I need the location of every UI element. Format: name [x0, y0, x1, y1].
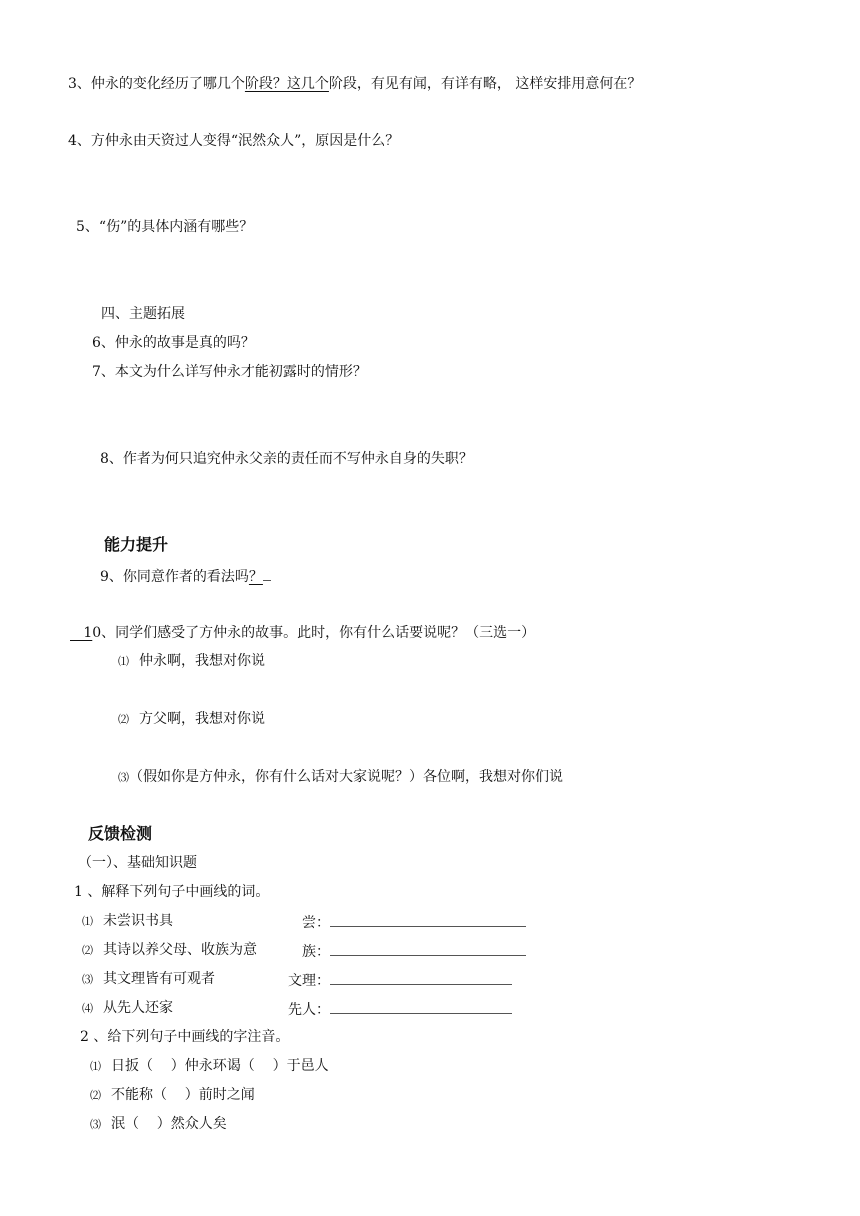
option-item — [118, 652, 265, 671]
question-7: 7、本文为什么详写仲永才能初露时的情形？ — [92, 364, 367, 380]
item-number: ⑶ — [82, 973, 93, 986]
question-5: 5、“伤”的具体内涵有哪些？ — [76, 219, 254, 235]
item-sentence: 其文理皆有可观者 — [103, 971, 215, 987]
exercise-1-item — [82, 970, 215, 989]
item-number: ⑴ — [82, 915, 93, 928]
question-3-text-a: 3、仲永的变化经历了哪几个 — [68, 76, 245, 92]
exercise-1-answer — [302, 912, 526, 932]
exercise-1-answer — [302, 941, 526, 961]
item-text: 日扳（ ）仲永环谒（ ）于邑人 — [111, 1058, 329, 1074]
heading-ability-improvement: 能力提升 — [104, 535, 169, 554]
item-number: ⑶ — [90, 1118, 101, 1131]
option-text: 方父啊，我想对你说 — [139, 711, 265, 727]
target-word: 文理： — [288, 973, 330, 989]
exercise-1-prompt: 1 、解释下列句子中画线的词。 — [74, 884, 270, 900]
question-9 — [100, 566, 271, 586]
target-word: 先人： — [288, 1002, 330, 1018]
exercise-1-answer — [288, 970, 512, 990]
question-4: 4、方仲永由天资过人变得“泯然众人”，原因是什么？ — [68, 133, 400, 149]
question-10 — [70, 624, 535, 642]
item-number: ⑷ — [82, 1002, 93, 1015]
option-text: 仲永啊，我想对你说 — [139, 653, 265, 669]
answer-blank[interactable] — [263, 566, 271, 581]
target-word: 族： — [302, 944, 330, 960]
question-10-underlined-prefix: 1 — [70, 625, 93, 641]
question-9-text: 9、你同意作者的看法吗 — [100, 569, 249, 585]
item-sentence: 从先人还家 — [103, 1000, 173, 1016]
question-3-underlined-text: 阶段？这几个 — [244, 76, 329, 92]
exercise-1-item — [82, 941, 257, 960]
item-number: ⑴ — [90, 1060, 101, 1073]
answer-blank[interactable] — [330, 941, 526, 956]
exercise-1-item — [82, 912, 173, 931]
exercise-1-item — [82, 999, 173, 1018]
exercise-1-answer — [288, 999, 512, 1019]
exercise-2-prompt: 2 、给下列句子中画线的字注音。 — [80, 1029, 290, 1045]
item-text: 泯（ ）然众人矣 — [111, 1116, 227, 1132]
question-10-text: 0、同学们感受了方仲永的故事。此时，你有什么话要说呢？（三选一） — [92, 625, 536, 641]
exercise-2-item — [90, 1115, 227, 1134]
answer-blank[interactable] — [330, 912, 526, 927]
question-3-text-b: 阶段，有见有闻，有详有略， 这样安排用意何在？ — [328, 76, 642, 92]
item-number: ⑵ — [82, 944, 93, 957]
item-sentence: 未尝识书具 — [103, 913, 173, 929]
exercise-2-item — [90, 1057, 329, 1076]
question-3 — [68, 75, 641, 93]
question-9-underlined-mark: ？ — [248, 569, 263, 585]
item-sentence: 其诗以养父母、收族为意 — [103, 942, 257, 958]
option-text: （假如你是方仲永，你有什么话对大家说呢？）各位啊，我想对你们说 — [129, 769, 563, 785]
section-heading-theme-extension: 四、主题拓展 — [101, 306, 185, 322]
item-text: 不能称（ ）前时之闻 — [111, 1087, 255, 1103]
answer-blank[interactable] — [330, 970, 512, 985]
answer-blank[interactable] — [330, 999, 512, 1014]
option-item — [118, 768, 563, 787]
item-number: ⑵ — [90, 1089, 101, 1102]
target-word: 尝： — [302, 915, 330, 931]
option-number: ⑶ — [118, 771, 129, 784]
heading-feedback-test: 反馈检测 — [88, 824, 153, 843]
exercise-2-item — [90, 1086, 255, 1105]
option-item — [118, 710, 265, 729]
option-number: ⑴ — [118, 655, 129, 668]
subheading-basic-knowledge: （一）、基础知识题 — [78, 855, 197, 871]
question-8: 8、作者为何只追究仲永父亲的责任而不写仲永自身的失职？ — [100, 451, 473, 467]
option-number: ⑵ — [118, 713, 129, 726]
question-6: 6、仲永的故事是真的吗？ — [92, 335, 255, 351]
